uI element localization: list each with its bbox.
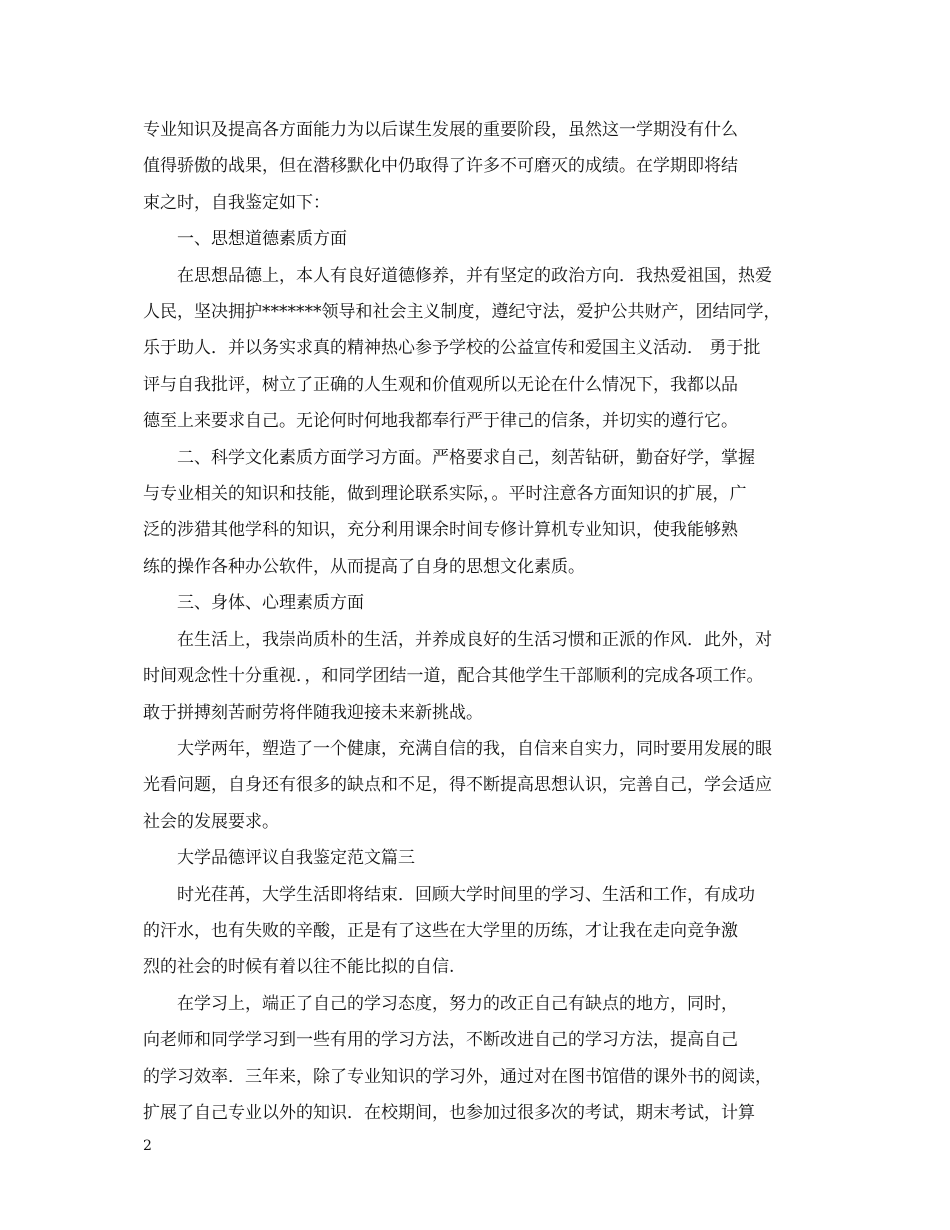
text-line: 评与自我批评，树立了正确的人生观和价值观所以无论在什么情况下，我都以品 — [143, 374, 738, 395]
text-line: 在学习上，端正了自己的学习态度，努力的改正自己有缺点的地方，同时， — [177, 993, 738, 1014]
heading-line: 一、思想道德素质方面 — [177, 229, 347, 250]
paragraph-time — [143, 877, 813, 986]
text-line: 束之时，自我鉴定如下： — [143, 192, 330, 213]
paragraph-intro — [143, 112, 813, 221]
text-line: 扩展了自己专业以外的知识．在校期间，也参加过很多次的考试，期末考试，计算 — [143, 1102, 755, 1123]
heading-line: 三、身体、心理素质方面 — [177, 593, 364, 614]
text-line: 敢于拼搏刻苦耐劳将伴随我迎接未来新挑战。 — [143, 702, 483, 723]
text-line: 泛的涉猎其他学科的知识，充分利用课余时间专修计算机专业知识，使我能够熟 — [143, 520, 738, 541]
text-line: 时间观念性十分重视．，和同学团结一道，配合其他学生干部顺利的完成各项工作。 — [143, 666, 764, 687]
text-line: 练的操作各种办公软件，从而提高了自身的思想文化素质。 — [143, 556, 585, 577]
page-number: 2 — [143, 1138, 152, 1154]
paragraph-moral — [143, 258, 813, 440]
heading-line: 大学品德评议自我鉴定范文篇三 — [177, 848, 415, 869]
text-line: 的学习效率．三年来，除了专业知识的学习外，通过对在图书馆借的课外书的阅读， — [143, 1066, 772, 1087]
section-title-sample-three — [143, 840, 813, 876]
text-line: 值得骄傲的战果，但在潜移默化中仍取得了许多不可磨灭的成绩。在学期即将结 — [143, 156, 738, 177]
text-line: 人民，坚决拥护*******领导和社会主义制度，遵纪守法，爱护公共财产，团结同学， — [143, 302, 781, 323]
paragraph-summary — [143, 731, 813, 840]
text-line: 在生活上，我崇尚质朴的生活，并养成良好的生活习惯和正派的作风．此外，对 — [177, 629, 772, 650]
document-body — [143, 112, 813, 1131]
paragraph-life — [143, 622, 813, 731]
text-line: 光看问题，自身还有很多的缺点和不足，得不断提高思想认识，完善自己，学会适应 — [143, 775, 772, 796]
section-heading-moral — [143, 221, 813, 257]
text-line: 与专业相关的知识和技能，做到理论联系实际，。平时注意各方面知识的扩展，广 — [143, 484, 747, 505]
text-line: 的汗水，也有失败的辛酸，正是有了这些在大学里的历练，才让我在走向竞争激 — [143, 920, 738, 941]
paragraph-science — [143, 440, 813, 586]
text-line: 德至上来要求自己。无论何时何地我都奉行严于律己的信条，并切实的遵行它。 — [143, 411, 738, 432]
paragraph-study — [143, 986, 813, 1132]
text-line: 乐于助人．并以务实求真的精神热心参予学校的公益宣传和爱国主义活动． 勇于批 — [143, 338, 761, 359]
text-line: 时光荏苒，大学生活即将结束．回顾大学时间里的学习、生活和工作，有成功 — [177, 884, 755, 905]
text-line: 二、科学文化素质方面学习方面。严格要求自己，刻苦钻研，勤奋好学，掌握 — [177, 447, 755, 468]
text-line: 在思想品德上，本人有良好道德修养，并有坚定的政治方向．我热爱祖国，热爱 — [177, 265, 772, 286]
text-line: 向老师和同学学习到一些有用的学习方法，不断改进自己的学习方法，提高自己 — [143, 1030, 738, 1051]
section-heading-physical — [143, 585, 813, 621]
text-line: 大学两年，塑造了一个健康，充满自信的我，自信来自实力，同时要用发展的眼 — [177, 738, 772, 759]
text-line: 社会的发展要求。 — [143, 811, 279, 832]
text-line: 专业知识及提高各方面能力为以后谋生发展的重要阶段，虽然这一学期没有什么 — [143, 120, 738, 140]
text-line: 烈的社会的时候有着以往不能比拟的自信. — [143, 957, 455, 978]
